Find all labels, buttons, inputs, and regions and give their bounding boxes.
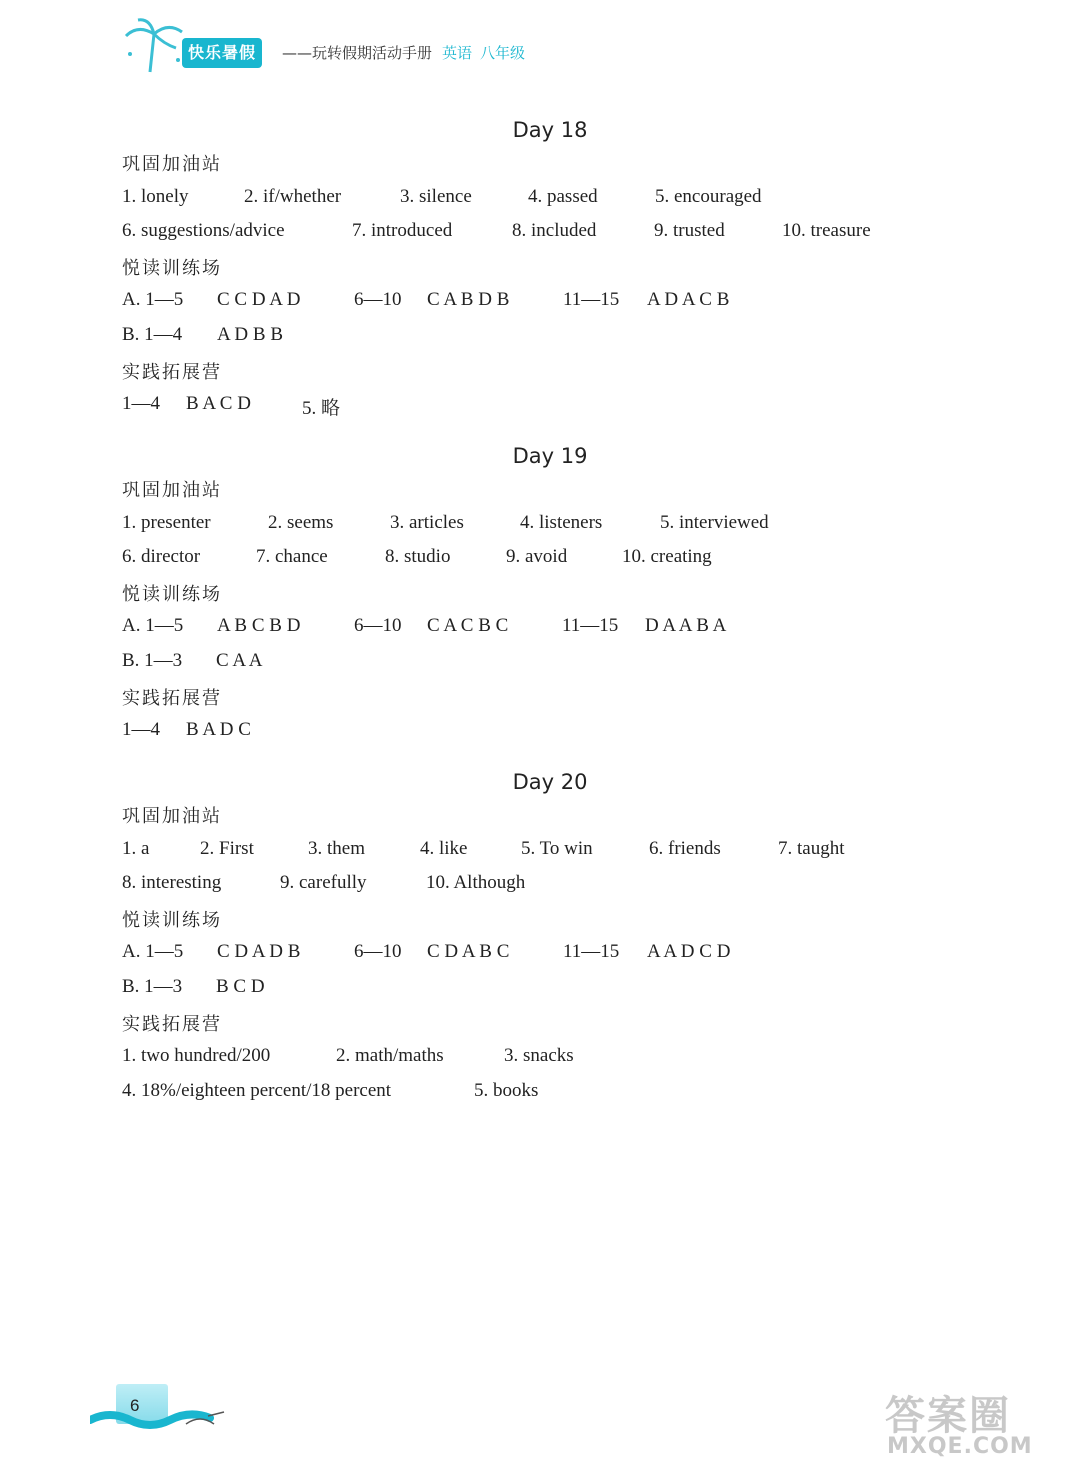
answer-item: 1. lonely	[122, 186, 189, 207]
answer-item: 3. silence	[400, 186, 472, 207]
answer-item: 1—4	[122, 719, 160, 740]
answer-item: 3. articles	[390, 512, 464, 533]
palm-tree-icon	[120, 14, 190, 74]
answer-item: 6. director	[122, 546, 201, 567]
answer-item: 5. 略	[302, 398, 341, 419]
answer-item: 1—4	[122, 393, 160, 414]
answer-item: 11—15	[563, 289, 620, 310]
answer-item: 3. snacks	[504, 1045, 574, 1066]
answer-item: B. 1—3	[122, 650, 183, 671]
page-number: 6	[130, 1396, 140, 1415]
answer-item: 5. books	[474, 1080, 539, 1101]
section-consolidation: 巩固加油站	[122, 154, 222, 175]
answer-item: 11—15	[562, 615, 619, 636]
answer-item: 7. introduced	[352, 220, 453, 241]
answer-item: 4. passed	[528, 186, 598, 207]
answer-item: 9. avoid	[506, 546, 568, 567]
answer-item: 10. treasure	[782, 220, 871, 241]
answer-item: 1. two hundred/200	[122, 1045, 271, 1066]
answer-item: C D A D B	[217, 941, 301, 962]
page-footer	[90, 1384, 250, 1434]
answer-item: 7. chance	[256, 546, 328, 567]
section-reading: 悦读训练场	[122, 258, 222, 279]
answer-item: C A C B C	[427, 615, 509, 636]
wave-icon	[90, 1406, 240, 1430]
answer-item: B. 1—4	[122, 324, 183, 345]
answer-item: 10. Although	[426, 872, 526, 893]
answer-item: B A C D	[186, 393, 251, 414]
watermark-logo-text: 答案圈	[885, 1393, 1011, 1439]
answer-item: 4. listeners	[520, 512, 603, 533]
section-consolidation: 巩固加油站	[122, 480, 222, 501]
subtitle-text: ——玩转假期活动手册	[282, 44, 433, 62]
answer-item: 6—10	[354, 289, 402, 310]
answer-item: 11—15	[563, 941, 620, 962]
answer-item: A D A C B	[647, 289, 730, 310]
answer-item: B A D C	[186, 719, 251, 740]
answer-item: 9. carefully	[280, 872, 367, 893]
page-header	[120, 14, 720, 74]
answer-item: A. 1—5	[122, 615, 184, 636]
answer-item: 6. friends	[649, 838, 721, 859]
answer-item: 3. them	[308, 838, 365, 859]
answer-item: 2. if/whether	[244, 186, 342, 207]
answer-item: B C D	[216, 976, 265, 997]
watermark-url: MXQE.COM	[887, 1434, 1033, 1459]
answer-item: 7. taught	[778, 838, 845, 859]
section-practice: 实践拓展营	[122, 362, 222, 383]
answer-item: C A A	[216, 650, 263, 671]
answer-item: B. 1—3	[122, 976, 183, 997]
answer-item: 1. a	[122, 838, 150, 859]
answer-item: 9. trusted	[654, 220, 725, 241]
subject-label: 英语	[442, 44, 473, 62]
answer-item: 6. suggestions/advice	[122, 220, 285, 241]
day-18-title: Day 18	[512, 118, 588, 142]
section-reading: 悦读训练场	[122, 910, 222, 931]
answer-item: 5. To win	[521, 838, 593, 859]
answer-item: 6—10	[354, 941, 402, 962]
answer-item: 2. math/maths	[336, 1045, 444, 1066]
answer-item: 2. seems	[268, 512, 334, 533]
answer-item: 4. 18%/eighteen percent/18 percent	[122, 1080, 392, 1101]
answer-item: C D A B C	[427, 941, 510, 962]
answer-item: A B C B D	[217, 615, 301, 636]
answer-item: A. 1—5	[122, 941, 184, 962]
answer-item: 8. interesting	[122, 872, 222, 893]
site-watermark	[885, 1384, 1070, 1464]
book-subtitle	[282, 42, 525, 63]
answer-item: 8. included	[512, 220, 597, 241]
grade-label: 八年级	[480, 44, 526, 62]
answer-item: A A D C D	[647, 941, 731, 962]
answer-item: 5. interviewed	[660, 512, 769, 533]
section-reading: 悦读训练场	[122, 584, 222, 605]
section-consolidation: 巩固加油站	[122, 806, 222, 827]
answer-item: 1. presenter	[122, 512, 211, 533]
answer-item: 4. like	[420, 838, 468, 859]
answer-item: 10. creating	[622, 546, 712, 567]
day-19-title: Day 19	[512, 444, 588, 468]
answer-item: 2. First	[200, 838, 254, 859]
section-practice: 实践拓展营	[122, 688, 222, 709]
day-20-title: Day 20	[512, 770, 588, 794]
section-practice: 实践拓展营	[122, 1014, 222, 1035]
brand-title: 快乐暑假	[182, 38, 262, 68]
answer-item: 5. encouraged	[655, 186, 762, 207]
answer-item: 8. studio	[385, 546, 451, 567]
answer-item: 6—10	[354, 615, 402, 636]
answer-item: D A A B A	[645, 615, 727, 636]
answer-item: C C D A D	[217, 289, 301, 310]
answer-item: C A B D B	[427, 289, 510, 310]
answer-item: A. 1—5	[122, 289, 184, 310]
answer-item: A D B B	[217, 324, 283, 345]
